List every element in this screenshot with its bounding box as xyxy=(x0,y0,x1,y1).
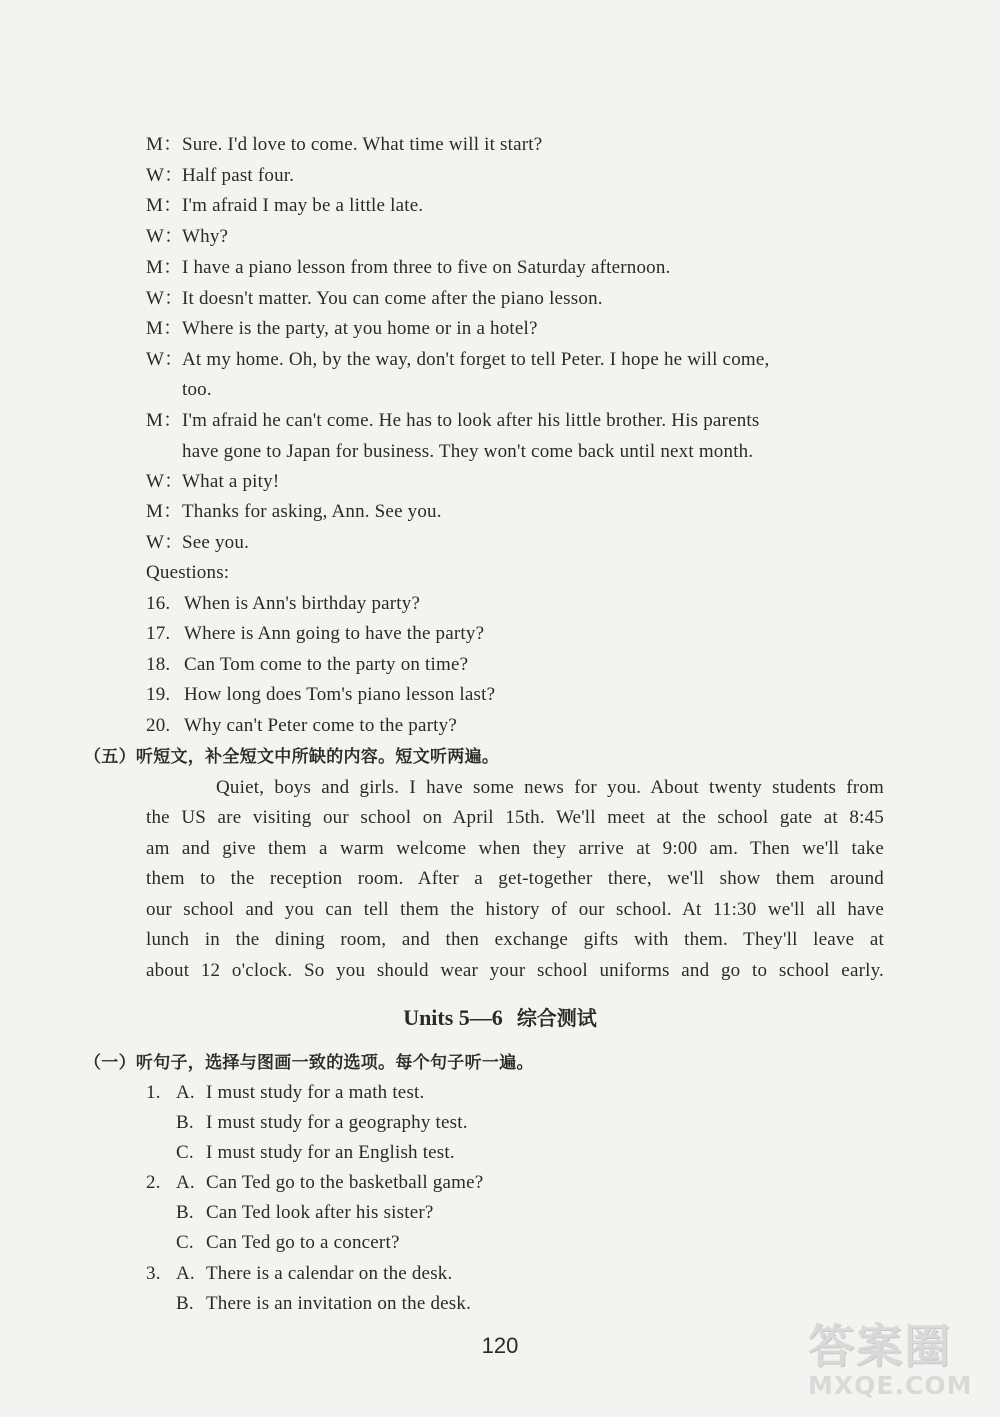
speaker-label: M： xyxy=(146,318,183,339)
option-line xyxy=(176,1201,434,1225)
option-letter: B. xyxy=(176,1293,194,1314)
unit-title-en: Units 5—6 xyxy=(403,1005,503,1030)
option-line xyxy=(176,1141,455,1165)
option-text: I must study for an English test. xyxy=(206,1142,455,1163)
speaker-label: W： xyxy=(146,226,184,247)
dialogue-text: Why? xyxy=(182,226,229,247)
option-letter: A. xyxy=(176,1172,195,1193)
question-number: 17. xyxy=(146,623,171,644)
speaker-label: M： xyxy=(146,257,183,278)
speaker-label: M： xyxy=(146,195,183,216)
page-number: 120 xyxy=(481,1333,519,1358)
speaker-label: W： xyxy=(146,532,184,553)
option-text: I must study for a geography test. xyxy=(206,1112,468,1133)
dialogue-line xyxy=(146,287,603,311)
question-text: How long does Tom's piano lesson last? xyxy=(184,684,496,705)
dialogue-text: See you. xyxy=(182,532,250,553)
option-letter: C. xyxy=(176,1232,194,1253)
option-line xyxy=(146,1262,452,1286)
dialogue-text: I'm afraid he can't come. He has to look after his little brother. His parents xyxy=(182,410,760,431)
watermark-bottom: MXQE.COM xyxy=(808,1371,973,1400)
option-text: Can Ted look after his sister? xyxy=(206,1202,434,1223)
option-text: There is an invitation on the desk. xyxy=(206,1293,472,1314)
dialogue-line xyxy=(146,317,538,341)
unit-title-cn: 综合测试 xyxy=(516,1006,597,1030)
question-number: 19. xyxy=(146,684,171,705)
option-line xyxy=(146,1171,483,1195)
dialogue-text: At my home. Oh, by the way, don't forget to tell Peter. I hope he will come, xyxy=(182,349,770,370)
question-text: When is Ann's birthday party? xyxy=(184,593,421,614)
question-text: Can Tom come to the party on time? xyxy=(184,654,469,675)
questions-label: Questions: xyxy=(146,562,230,583)
passage-line: our school and you can tell them the history of our school. At 11:30 we'll all have xyxy=(146,899,884,920)
option-text: I must study for a math test. xyxy=(206,1082,425,1103)
watermark-logo xyxy=(808,1320,993,1412)
option-letter: B. xyxy=(176,1202,194,1223)
dialogue-line xyxy=(146,194,423,218)
watermark-top: 答案圈 xyxy=(808,1319,952,1373)
passage-line: lunch in the dining room, and then exchange gifts with them. They'll leave at xyxy=(146,929,884,950)
passage-line: the US are visiting our school on April 15th. We'll meet at the school gate at 8:45 xyxy=(146,807,884,828)
question-item xyxy=(146,653,468,677)
speaker-label: W： xyxy=(146,288,184,309)
option-line xyxy=(176,1231,400,1255)
dialogue-line xyxy=(146,531,249,555)
dialogue-line xyxy=(146,133,542,157)
option-text: Can Ted go to a concert? xyxy=(206,1232,400,1253)
option-letter: C. xyxy=(176,1142,194,1163)
speaker-label: W： xyxy=(146,349,184,370)
passage-line: am and give them a warm welcome when they arrive at 9:00 am. Then we'll take xyxy=(146,838,884,859)
dialogue-line xyxy=(146,348,769,372)
dialogue-line xyxy=(146,225,228,249)
dialogue-text: Sure. I'd love to come. What time will it start? xyxy=(182,134,543,155)
option-text: Can Ted go to the basketball game? xyxy=(206,1172,484,1193)
speaker-label: M： xyxy=(146,410,183,431)
speaker-label: W： xyxy=(146,471,184,492)
dialogue-text: I have a piano lesson from three to five on Saturday afternoon. xyxy=(182,257,671,278)
speaker-label: W： xyxy=(146,165,184,186)
question-number: 16. xyxy=(146,593,171,614)
dialogue-text: I'm afraid I may be a little late. xyxy=(182,195,424,216)
dialogue-line xyxy=(146,470,279,494)
question-item xyxy=(146,714,457,738)
question-item xyxy=(146,622,484,646)
dialogue-continuation: too. xyxy=(182,379,212,400)
dialogue-text: What a pity! xyxy=(182,471,280,492)
item-number: 2. xyxy=(146,1172,161,1193)
passage-line: about 12 o'clock. So you should wear your school uniforms and go to school early. xyxy=(146,960,884,981)
dialogue-text: It doesn't matter. You can come after the piano lesson. xyxy=(182,288,603,309)
dialogue-continuation: have gone to Japan for business. They won't come back until next month. xyxy=(182,441,754,462)
section-five-heading: （五）听短文，补全短文中所缺的内容。短文听两遍。 xyxy=(84,747,500,767)
dialogue-text: Where is the party, at you home or in a hotel? xyxy=(182,318,538,339)
passage-line: Quiet, boys and girls. I have some news for you. About twenty students from xyxy=(216,777,884,798)
question-text: Why can't Peter come to the party? xyxy=(184,715,457,736)
option-letter: B. xyxy=(176,1112,194,1133)
speaker-label: M： xyxy=(146,134,183,155)
option-line xyxy=(176,1111,468,1135)
question-number: 20. xyxy=(146,715,171,736)
item-number: 3. xyxy=(146,1263,161,1284)
option-letter: A. xyxy=(176,1263,195,1284)
question-item xyxy=(146,683,495,707)
option-letter: A. xyxy=(176,1082,195,1103)
option-line xyxy=(176,1292,471,1316)
speaker-label: M： xyxy=(146,501,183,522)
dialogue-text: Thanks for asking, Ann. See you. xyxy=(182,501,442,522)
question-number: 18. xyxy=(146,654,171,675)
dialogue-text: Half past four. xyxy=(182,165,295,186)
option-text: There is a calendar on the desk. xyxy=(206,1263,453,1284)
dialogue-line xyxy=(146,256,671,280)
item-number: 1. xyxy=(146,1082,161,1103)
option-line xyxy=(146,1081,424,1105)
dialogue-line xyxy=(146,500,442,524)
question-text: Where is Ann going to have the party? xyxy=(184,623,485,644)
dialogue-line xyxy=(146,164,294,188)
passage-line: them to the reception room. After a get-together there, we'll show them around xyxy=(146,868,884,889)
unit-title xyxy=(0,1002,1000,1031)
question-item xyxy=(146,592,420,616)
section-one-heading: （一）听句子，选择与图画一致的选项。每个句子听一遍。 xyxy=(84,1053,534,1073)
dialogue-line xyxy=(146,409,760,433)
